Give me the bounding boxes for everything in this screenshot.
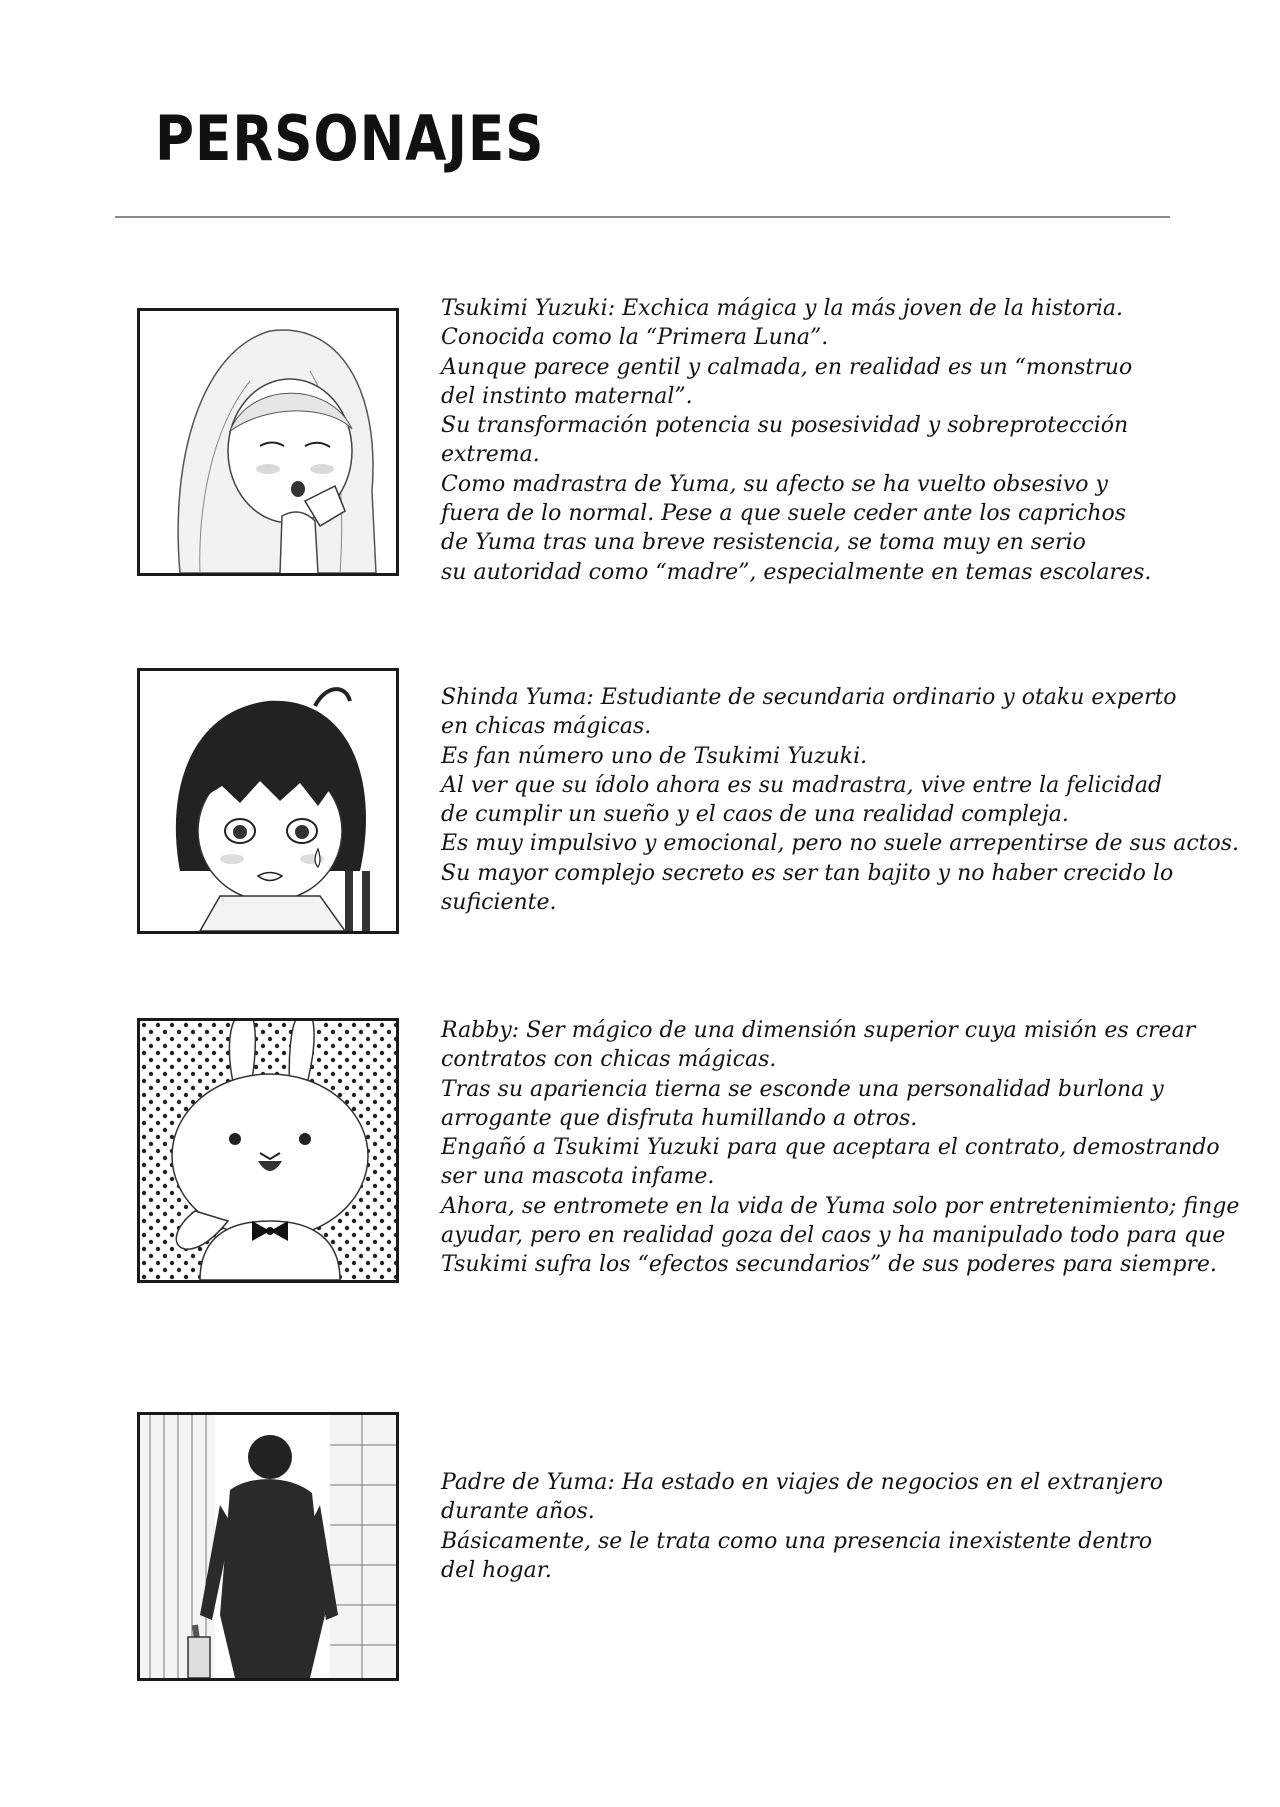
description-line: Rabby: Ser mágico de una dimensión superior cuya misión es crear (441, 1018, 1196, 1043)
description-line: Ahora, se entromete en la vida de Yuma solo por entretenimiento; finge (441, 1193, 1240, 1219)
father-portrait-icon (137, 1412, 399, 1681)
description-line: arrogante que disfruta humillando a otros. (441, 1105, 918, 1131)
title-divider (115, 216, 1170, 218)
description-line: fuera de lo normal. Pese a que suele ceder ante los caprichos (441, 501, 1127, 527)
description-line: Tras su apariencia tierna se esconde una personalidad burlona y (441, 1076, 1164, 1102)
description-line: Shinda Yuma: Estudiante de secundaria ordinario y otaku experto (441, 685, 1177, 710)
description-line: Su transformación potencia su posesividad y sobreprotección (441, 413, 1129, 439)
description-line: suficiente. (441, 890, 557, 916)
description-line: Al ver que su ídolo ahora es su madrastra, vive entre la felicidad (441, 772, 1163, 798)
description-line: Tsukimi sufra los “efectos secundarios” de sus poderes para siempre. (441, 1252, 1217, 1278)
description-line: Tsukimi Yuzuki: Exchica mágica y la más joven de la historia. (441, 296, 1124, 321)
description-line: extrema. (441, 442, 540, 468)
description-line: Engañó a Tsukimi Yuzuki para que aceptara el contrato, demostrando (441, 1135, 1220, 1161)
tsukimi-portrait-icon (137, 308, 399, 576)
description-line: de cumplir un sueño y el caos de una realidad compleja. (441, 802, 1069, 828)
description-line: ayudar, pero en realidad goza del caos y ha manipulado todo para que (441, 1223, 1226, 1249)
character-description-yuma (441, 683, 1251, 917)
character-description-padre (441, 1468, 1251, 1585)
description-line: Es muy impulsivo y emocional, pero no suele arrepentirse de sus actos. (441, 831, 1240, 857)
page-title: PERSONAJES (155, 102, 545, 175)
description-line: su autoridad como “madre”, especialmente en temas escolares. (441, 559, 1152, 585)
description-line: Básicamente, se le trata como una presencia inexistente dentro (441, 1528, 1153, 1554)
description-line: de Yuma tras una breve resistencia, se toma muy en serio (441, 530, 1086, 556)
description-line: ser una mascota infame. (441, 1164, 715, 1190)
description-line: en chicas mágicas. (441, 714, 652, 740)
description-line: Padre de Yuma: Ha estado en viajes de negocios en el extranjero (441, 1470, 1163, 1495)
character-description-tsukimi (441, 294, 1251, 587)
yuma-portrait-icon (137, 668, 399, 934)
description-line: Conocida como la “Primera Luna”. (441, 325, 829, 351)
description-line: Como madrastra de Yuma, su afecto se ha vuelto obsesivo y (441, 471, 1108, 497)
description-line: durante años. (441, 1499, 595, 1525)
description-line: Su mayor complejo secreto es ser tan bajito y no haber crecido lo (441, 860, 1174, 886)
description-line: contratos con chicas mágicas. (441, 1047, 777, 1073)
description-line: Es fan número uno de Tsukimi Yuzuki. (441, 743, 868, 769)
description-line: del hogar. (441, 1557, 552, 1583)
character-description-rabby (441, 1016, 1251, 1280)
description-line: Aunque parece gentil y calmada, en realidad es un “monstruo (441, 354, 1133, 380)
rabby-portrait-icon (137, 1018, 399, 1283)
description-line: del instinto maternal”. (441, 383, 693, 409)
